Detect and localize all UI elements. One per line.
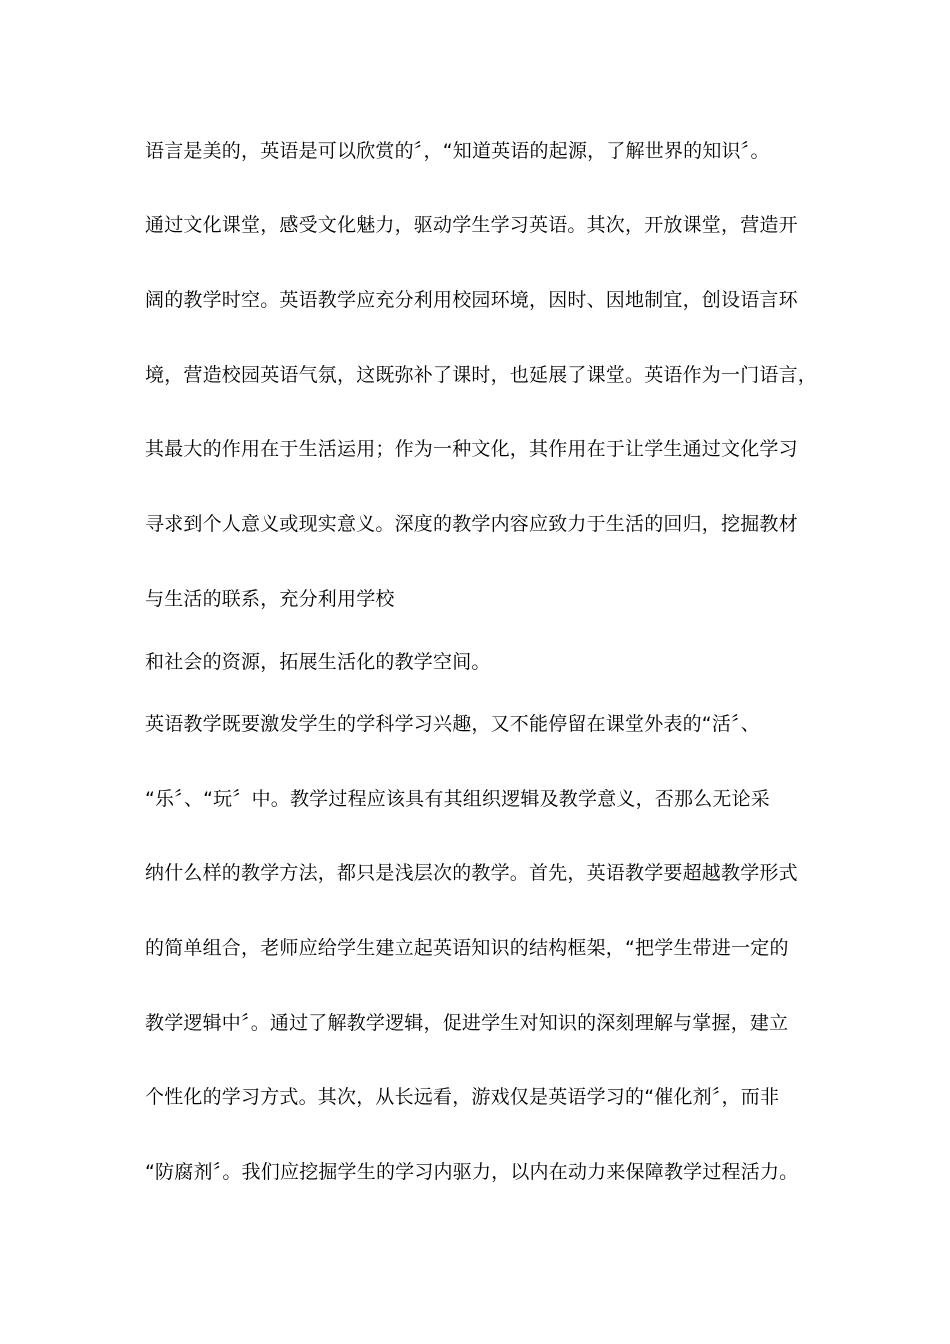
text-line-12: 的简单组合，老师应给学生建立起英语知识的结构框架，“把学生带进一定的 — [145, 937, 789, 959]
text-line-15: “防腐剂〞。我们应挖掘学生的学习内驱力，以内在动力来保障教学过程活力。 — [145, 1161, 799, 1183]
text-line-11: 纳什么样的教学方法，都只是浅层次的教学。首先，英语教学要超越教学形式 — [145, 862, 798, 884]
text-line-2: 通过文化课堂，感受文化魅力，驱动学生学习英语。其次，开放课堂，营造开 — [145, 214, 798, 236]
text-line-3: 阔的教学时空。英语教学应充分利用校园环境，因时、因地制宜，创设语言环 — [145, 289, 798, 311]
text-line-4: 境，营造校园英语气氛，这既弥补了课时，也延展了课堂。英语作为一门语言， — [145, 364, 818, 386]
text-line-1: 语言是美的，英语是可以欣赏的〞，“知道英语的起源，了解世界的知识〞。 — [145, 140, 770, 162]
text-line-5: 其最大的作用在于生活运用；作为一种文化，其作用在于让学生通过文化学习 — [145, 438, 798, 460]
text-line-9: 英语教学既要激发学生的学科学习兴趣，又不能停留在课堂外表的“活〞、 — [145, 713, 760, 735]
text-line-10: “乐〞、“玩〞中。教学过程应该具有其组织逻辑及教学意义，否那么无论采 — [145, 788, 770, 810]
text-line-6: 寻求到个人意义或现实意义。深度的教学内容应致力于生活的回归，挖掘教材 — [145, 513, 798, 535]
text-line-7: 与生活的联系，充分利用学校 — [145, 588, 395, 610]
text-line-14: 个性化的学习方式。其次，从长远看，游戏仅是英语学习的“催化剂〞，而非 — [145, 1086, 780, 1108]
text-line-13: 教学逻辑中〞。通过了解教学逻辑，促进学生对知识的深刻理解与掌握，建立 — [145, 1012, 789, 1034]
text-line-8: 和社会的资源，拓展生活化的教学空间。 — [145, 651, 491, 673]
